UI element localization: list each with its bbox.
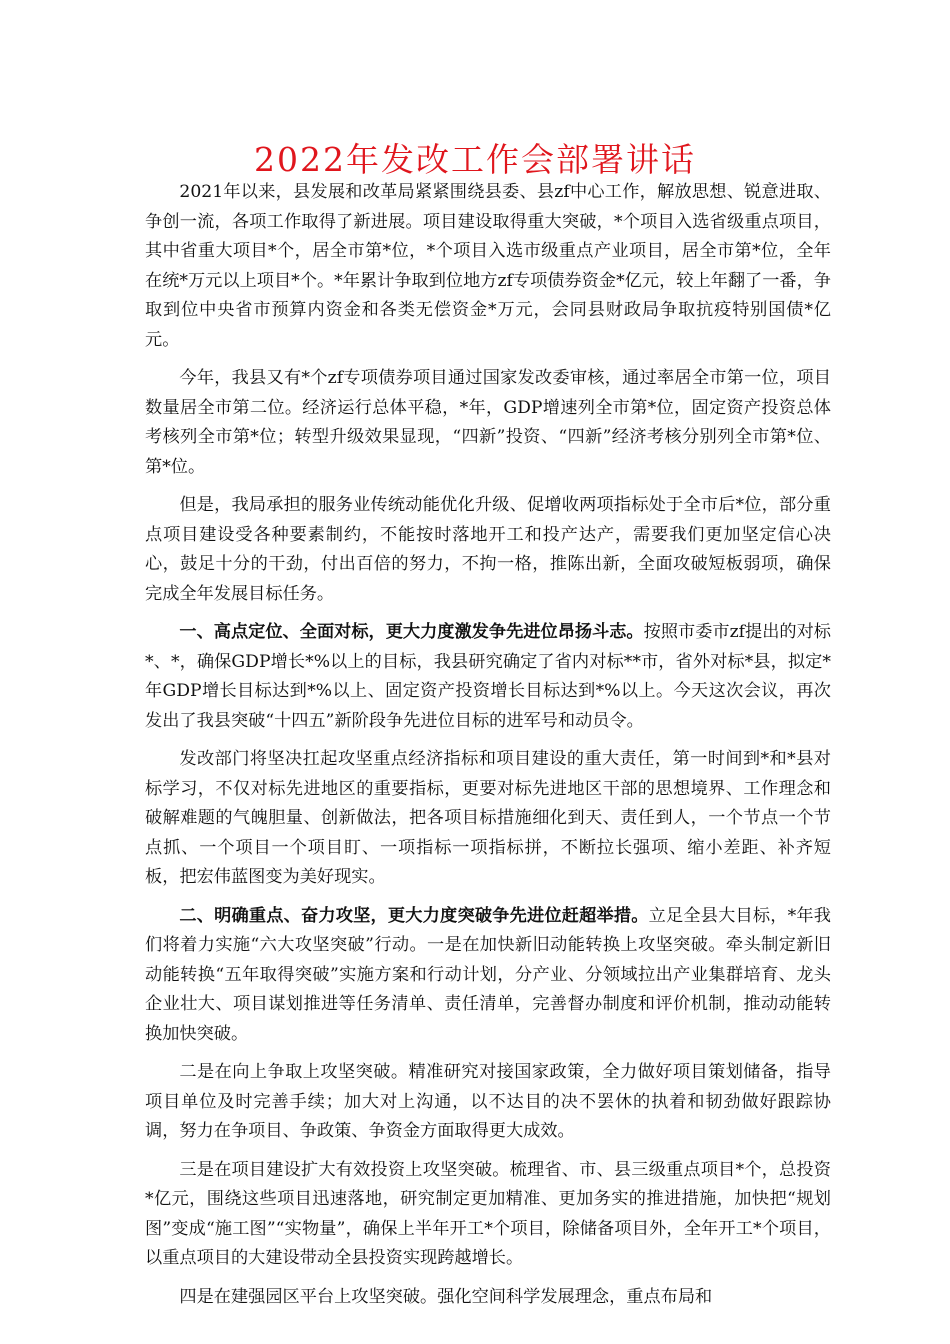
paragraph-2 xyxy=(145,364,831,482)
paragraph-text: 三是在项目建设扩大有效投资上攻坚突破。梳理省、市、县三级重点项目*个，总投资*亿元，围绕这些项目迅速落地，研究制定更加精准、更加务实的推进措施，加快把“规划图”变成“施工图”“实物量”，确保上半年开工*个项目，除储备项目外，全年开工*个项目，以重点项目的大建设带动全县投资实现跨越增长。 xyxy=(145,1159,831,1268)
paragraph-8 xyxy=(145,1156,831,1274)
section-heading-1: 一、高点定位、全面对标，更大力度激发争先进位昂扬斗志。 xyxy=(179,622,644,642)
paragraph-6 xyxy=(145,902,831,1050)
paragraph-4 xyxy=(145,618,831,736)
paragraph-text: 按照市委市zf提出的对标*、*，确保GDP增长*%以上的目标，我县研究确定了省内对标**市，省外对标*县，拟定*年GDP增长目标达到*%以上、固定资产投资增长目标达到*%以上。今天这次会议，再次发出了我县突破“十四五”新阶段争先进位目标的进军号和动员令。 xyxy=(145,622,831,731)
paragraph-5 xyxy=(145,745,831,893)
paragraph-1 xyxy=(145,178,831,355)
document-title: 2022年发改工作会部署讲话 xyxy=(254,140,696,179)
paragraph-text: 二是在向上争取上攻坚突破。精准研究对接国家政策，全力做好项目策划储备，指导项目单位及时完善手续；加大对上沟通，以不达目的决不罢休的执着和韧劲做好跟踪协调，努力在争项目、争政策、争资金方面取得更大成效。 xyxy=(145,1062,831,1141)
paragraph-text: 四是在建强园区平台上攻坚突破。强化空间科学发展理念，重点布局和 xyxy=(179,1286,713,1307)
paragraph-text: 发改部门将坚决扛起攻坚重点经济指标和项目建设的重大责任，第一时间到*和*县对标学习，不仅对标先进地区的重要指标，更要对标先进地区干部的思想境界、工作理念和破解难题的气魄胆量、创新做法，把各项目标措施细化到天、责任到人，一个节点一个节点抓、一个项目一个项目盯、一项指标一项指标拼，不断拉长强项、缩小差距、补齐短板，把宏伟蓝图变为美好现实。 xyxy=(145,749,831,887)
paragraph-text: 今年，我县又有*个zf专项债券项目通过国家发改委审核，通过率居全市第一位，项目数量居全市第二位。经济运行总体平稳，*年，GDP增速列全市第*位，固定资产投资总体考核列全市第*位；转型升级效果显现，“四新”投资、“四新”经济考核分别列全市第*位、第*位。 xyxy=(145,368,831,477)
paragraph-9 xyxy=(145,1283,831,1313)
paragraph-3 xyxy=(145,491,831,609)
paragraph-text: 但是，我局承担的服务业传统动能优化升级、促增收两项指标处于全市后*位，部分重点项目建设受各种要素制约，不能按时落地开工和投产达产，需要我们更加坚定信心决心，鼓足十分的干劲，付出百倍的努力，不拘一格，推陈出新，全面攻破短板弱项，确保完成全年发展目标任务。 xyxy=(145,495,831,604)
section-heading-2: 二、明确重点、奋力攻坚，更大力度突破争先进位赶超举措。 xyxy=(179,905,649,926)
document-body xyxy=(145,178,831,1321)
paragraph-text: 2021年以来，县发展和改革局紧紧围绕县委、县zf中心工作，解放思想、锐意进取、争创一流，各项工作取得了新进展。项目建设取得重大突破，*个项目入选省级重点项目，其中省重大项目*个，居全市第*位，*个项目入选市级重点产业项目，居全市第*位，全年在统*万元以上项目*个。*年累计争取到位地方zf专项债券资金*亿元，较上年翻了一番，争取到位中央省市预算内资金和各类无偿资金*万元，会同县财政局争取抗疫特别国债*亿元。 xyxy=(145,182,831,350)
paragraph-text: 立足全县大目标，*年我们将着力实施“六大攻坚突破”行动。一是在加快新旧动能转换上攻坚突破。牵头制定新旧动能转换“五年取得突破”实施方案和行动计划，分产业、分领域拉出产业集群培育、龙头企业壮大、项目谋划推进等任务清单、责任清单，完善督办制度和评价机制，推动动能转换加快突破。 xyxy=(145,905,831,1044)
paragraph-7 xyxy=(145,1058,831,1147)
